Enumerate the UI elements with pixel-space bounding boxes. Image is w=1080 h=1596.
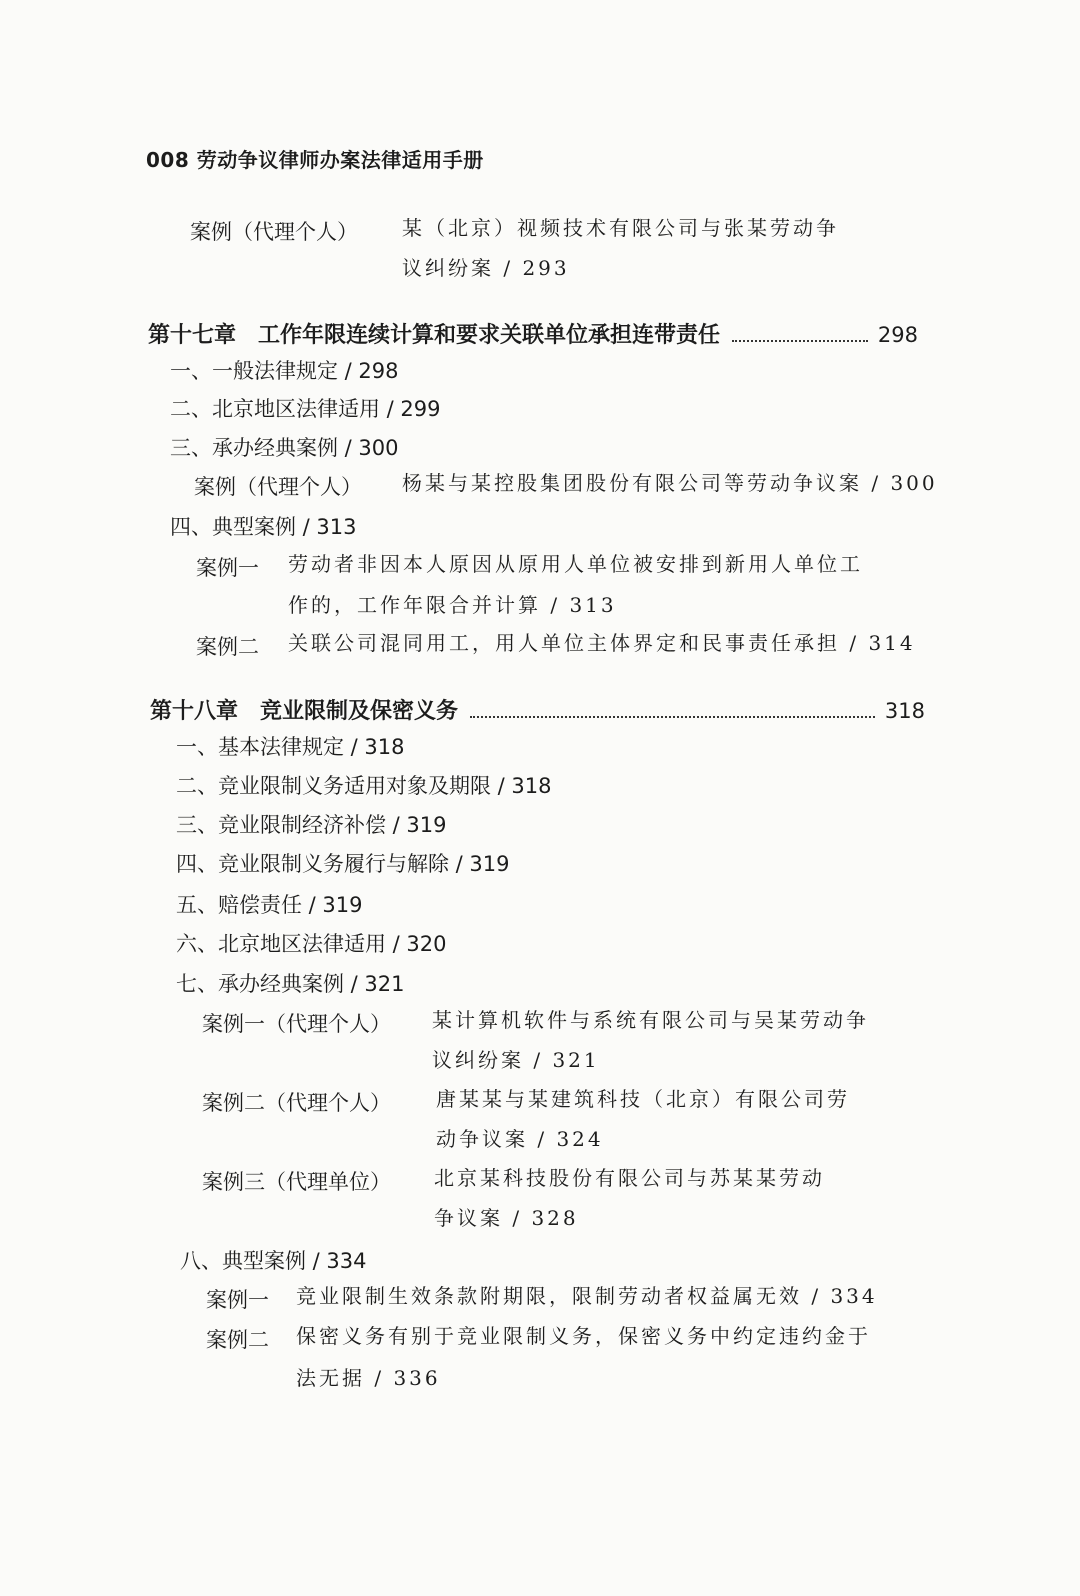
ch18-section-5[interactable]: 五、赔偿责任 / 319 xyxy=(176,893,363,917)
leader-dots xyxy=(732,340,868,342)
ch18-case-2-title-line1[interactable]: 唐某某与某建筑科技（北京）有限公司劳 xyxy=(436,1087,850,1111)
case-title-line2: 议纠纷案 / 293 xyxy=(402,256,570,280)
ch17-case-title[interactable]: 杨某与某控股集团股份有限公司等劳动争议案 / 300 xyxy=(402,471,938,495)
ch18-case-3-label: 案例三（代理单位） xyxy=(202,1170,391,1194)
ch18-case-5-title-line1[interactable]: 保密义务有别于竞业限制义务，保密义务中约定违约金于 xyxy=(296,1324,871,1348)
ch18-case-4-label: 案例一 xyxy=(206,1288,269,1312)
ch17-section-1[interactable]: 一、一般法律规定 / 298 xyxy=(170,359,399,383)
ch18-section-6[interactable]: 六、北京地区法律适用 / 320 xyxy=(176,932,447,956)
chapter-18-row[interactable] xyxy=(150,694,925,725)
ch18-case-5-label: 案例二 xyxy=(206,1328,269,1352)
chapter-18-page: 318 xyxy=(884,699,925,723)
ch17-section-3[interactable]: 三、承办经典案例 / 300 xyxy=(170,436,399,460)
chapter-17-row[interactable] xyxy=(148,318,918,349)
case-title-line1: 某（北京）视频技术有限公司与张某劳动争 xyxy=(402,216,839,240)
ch17-case-2-title[interactable]: 关联公司混同用工，用人单位主体界定和民事责任承担 / 314 xyxy=(288,631,916,655)
ch18-case-3-title-line2[interactable]: 争议案 / 328 xyxy=(434,1206,579,1230)
case-label: 案例（代理个人） xyxy=(190,220,358,244)
ch17-case-1-title-line2[interactable]: 作的，工作年限合并计算 / 313 xyxy=(288,593,617,617)
ch17-case-1-label: 案例一 xyxy=(196,556,259,580)
ch17-case-2-label: 案例二 xyxy=(196,635,259,659)
ch18-case-2-label: 案例二（代理个人） xyxy=(202,1091,391,1115)
ch17-section-4[interactable]: 四、典型案例 / 313 xyxy=(170,515,357,539)
ch18-case-3-title-line1[interactable]: 北京某科技股份有限公司与苏某某劳动 xyxy=(434,1166,825,1190)
leader-dots xyxy=(470,716,875,718)
ch18-case-2-title-line2[interactable]: 动争议案 / 324 xyxy=(436,1127,604,1151)
ch18-section-2[interactable]: 二、竞业限制义务适用对象及期限 / 318 xyxy=(176,774,552,798)
ch18-section-8[interactable]: 八、典型案例 / 334 xyxy=(180,1249,367,1273)
ch18-section-4[interactable]: 四、竞业限制义务履行与解除 / 319 xyxy=(176,852,510,876)
ch17-case-label: 案例（代理个人） xyxy=(194,475,362,499)
ch18-section-1[interactable]: 一、基本法律规定 / 318 xyxy=(176,735,405,759)
ch18-case-4-title[interactable]: 竞业限制生效条款附期限，限制劳动者权益属无效 / 334 xyxy=(296,1284,878,1308)
ch18-section-3[interactable]: 三、竞业限制经济补偿 / 319 xyxy=(176,813,447,837)
ch17-section-2[interactable]: 二、北京地区法律适用 / 299 xyxy=(170,397,441,421)
ch18-section-7[interactable]: 七、承办经典案例 / 321 xyxy=(176,972,405,996)
ch17-case-1-title-line1[interactable]: 劳动者非因本人原因从原用人单位被安排到新用人单位工 xyxy=(288,552,863,576)
ch18-case-5-title-line2[interactable]: 法无据 / 336 xyxy=(296,1366,441,1390)
chapter-18-title: 第十八章 竞业限制及保密义务 xyxy=(150,699,459,724)
ch18-case-1-title-line2[interactable]: 议纠纷案 / 321 xyxy=(432,1048,600,1072)
ch18-case-1-label: 案例一（代理个人） xyxy=(202,1012,391,1036)
chapter-17-title: 第十七章 工作年限连续计算和要求关联单位承担连带责任 xyxy=(148,323,721,348)
ch18-case-1-title-line1[interactable]: 某计算机软件与系统有限公司与吴某劳动争 xyxy=(432,1008,869,1032)
running-header: 008 劳动争议律师办案法律适用手册 xyxy=(146,148,484,172)
chapter-17-page: 298 xyxy=(877,323,918,347)
